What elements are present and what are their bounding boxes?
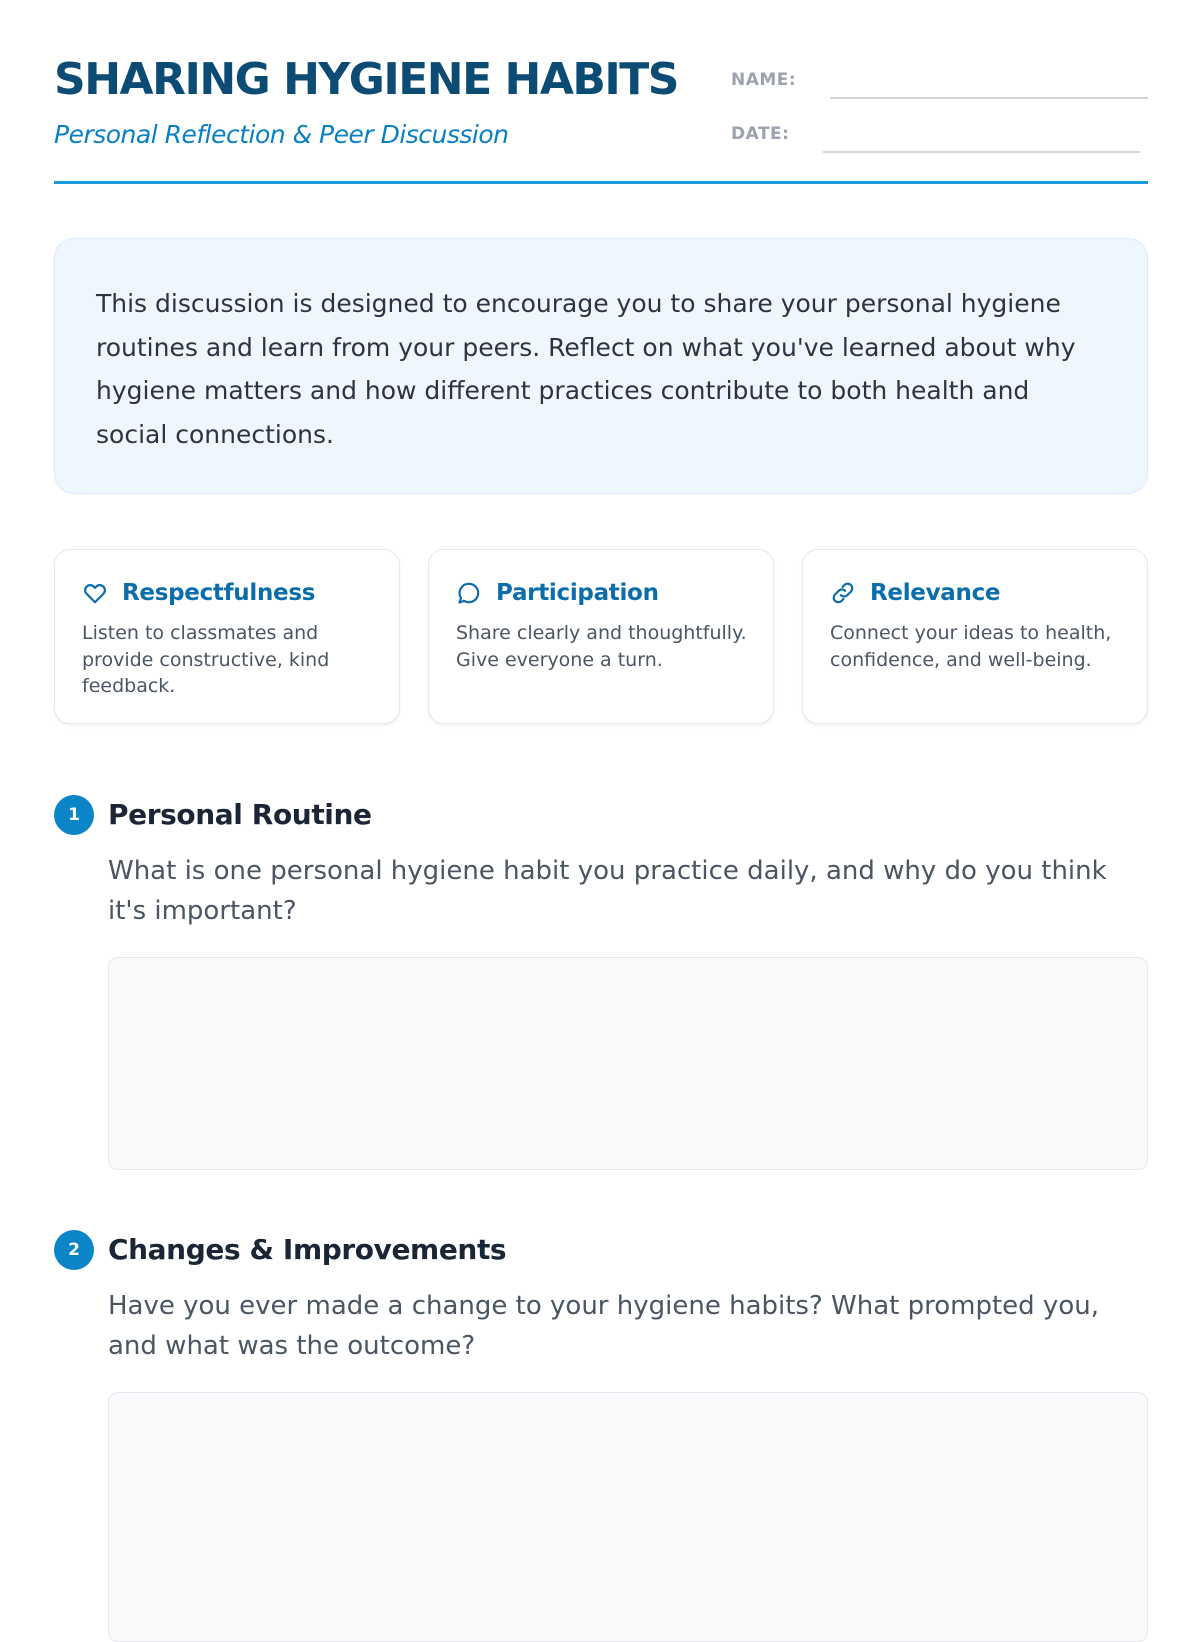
guideline-text: Connect your ideas to health, confidence, and well-being. — [830, 622, 1112, 671]
question-prompt: Have you ever made a change to your hygiene habits? What prompted you, and what was the outcome? — [108, 1291, 1099, 1361]
question-prompt: What is one personal hygiene habit you practice daily, and why do you think it's important? — [108, 856, 1107, 926]
guideline-text: Listen to classmates and provide constructive, kind feedback. — [82, 622, 330, 697]
link-icon — [830, 580, 856, 606]
guidelines-row — [54, 549, 1148, 724]
question-number-badge: 1 — [54, 795, 94, 835]
intro-text: This discussion is designed to encourage you to share your personal hygiene routines and learn from your peers. Reflect on what you've learned about why hygiene matters and how different practices contribute to both health and social connections. — [96, 289, 1076, 449]
intro-panel — [54, 238, 1148, 494]
worksheet-title: SHARING HYGIENE HABITS — [54, 54, 678, 105]
question-title: Changes & Improvements — [108, 1233, 507, 1266]
guideline-title: Relevance — [870, 580, 1001, 606]
worksheet-subtitle: Personal Reflection & Peer Discussion — [54, 120, 509, 149]
question-number-badge: 2 — [54, 1230, 94, 1270]
guideline-title: Participation — [496, 580, 659, 606]
heart-icon — [82, 580, 108, 606]
date-label: DATE: — [731, 124, 790, 144]
worksheet-header — [54, 0, 1148, 184]
worksheet-page — [54, 0, 1148, 1361]
guideline-card-participation — [428, 549, 774, 724]
name-label: NAME: — [731, 70, 797, 90]
question-title: Personal Routine — [108, 798, 372, 831]
guideline-card-respectfulness — [54, 549, 400, 724]
date-field[interactable] — [823, 151, 1140, 153]
chat-bubble-icon — [456, 580, 482, 606]
answer-box[interactable] — [108, 957, 1148, 1170]
name-field[interactable] — [830, 97, 1148, 99]
guideline-text: Share clearly and thoughtfully. Give everyone a turn. — [456, 622, 747, 671]
answer-box[interactable] — [108, 1392, 1148, 1642]
guideline-title: Respectfulness — [122, 580, 316, 606]
guideline-card-relevance — [802, 549, 1148, 724]
